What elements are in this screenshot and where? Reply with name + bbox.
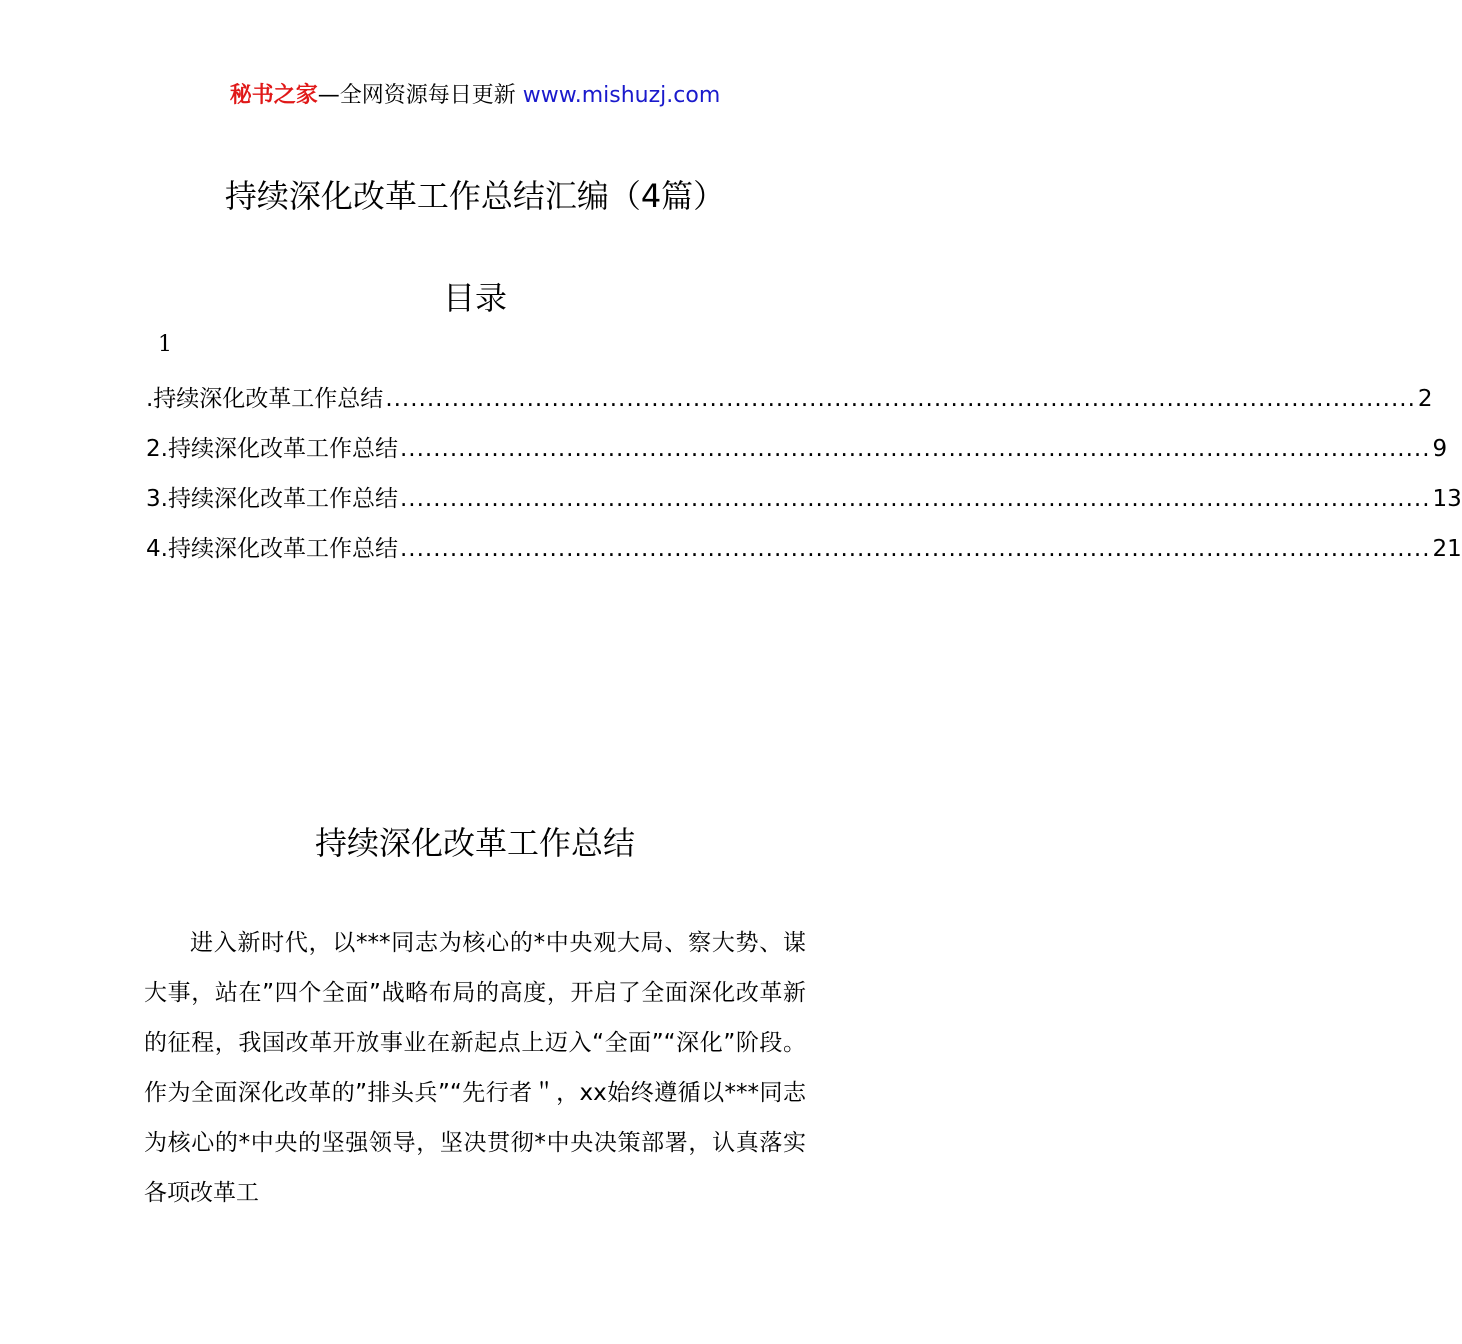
toc-entry-1[interactable] <box>146 374 1433 424</box>
toc-entry-page: 9 <box>1432 436 1448 462</box>
toc-leader-dots: ............................................................................................................................ <box>399 436 1431 462</box>
toc-heading: 目录 <box>442 279 507 317</box>
site-url-link[interactable]: www.mishuzj.com <box>522 83 721 108</box>
toc-entry-label: 4.持续深化改革工作总结 <box>146 536 398 562</box>
toc-entry-page: 21 <box>1432 536 1462 562</box>
document-title: 持续深化改革工作总结汇编（4篇） <box>224 177 726 215</box>
body-paragraph: 进入新时代，以***同志为核心的*中央观大局、察大势、谋大事，站在”四个全面”战略布局的高度，开启了全面深化改革新的征程，我国改革开放事业在新起点上迈入“全面”“深化”阶段。作为全面深化改革的”排头兵”“先行者＂，xx始终遵循以***同志为核心的*中央的坚强领导，坚决贯彻*中央决策部署，认真落实各项改革工 <box>144 930 806 1206</box>
section-title: 持续深化改革工作总结 <box>314 824 635 862</box>
toc-entry-page: 2 <box>1417 386 1433 412</box>
toc-entry-label: 2.持续深化改革工作总结 <box>146 436 398 462</box>
site-brand: 秘书之家 <box>229 83 318 108</box>
toc-first-number: 1 <box>158 332 172 357</box>
toc-entry-3[interactable] <box>146 474 1462 524</box>
toc-entry-4[interactable] <box>146 524 1462 574</box>
site-header <box>0 80 950 112</box>
table-of-contents <box>146 374 1462 574</box>
toc-leader-dots: ............................................................................................................................ <box>385 386 1416 412</box>
toc-entry-label: 3.持续深化改革工作总结 <box>146 486 398 512</box>
toc-entry-page: 13 <box>1432 486 1462 512</box>
toc-leader-dots: ............................................................................................................................ <box>399 486 1431 512</box>
site-tagline: —全网资源每日更新 <box>317 83 523 108</box>
toc-entry-2[interactable] <box>146 424 1448 474</box>
toc-leader-dots: ............................................................................................................................ <box>399 536 1431 562</box>
toc-entry-label: .持续深化改革工作总结 <box>146 386 384 412</box>
